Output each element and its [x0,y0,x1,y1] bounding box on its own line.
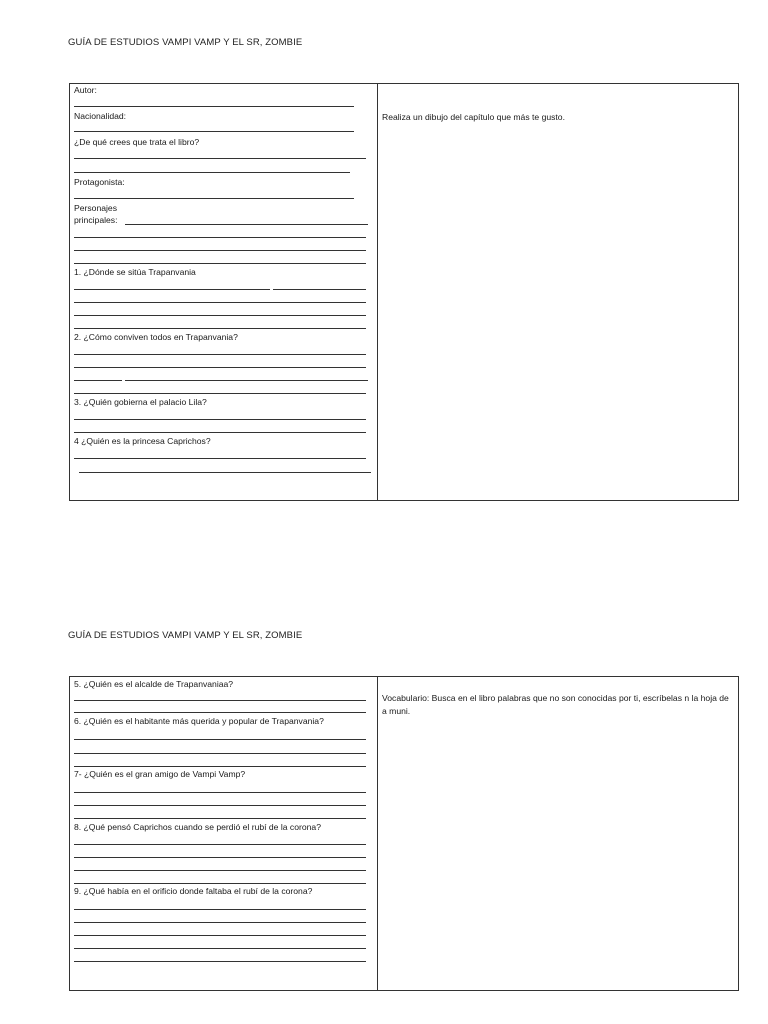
drawing-area[interactable] [378,129,738,499]
question-3: 3. ¿Quién gobierna el palacio Lila? [74,397,207,407]
q6-answer-line[interactable] [74,766,366,767]
protagonista-answer-line[interactable] [74,198,354,199]
q2-answer-line[interactable] [125,380,368,381]
question-1: 1. ¿Dónde se sitúa Trapanvania [74,267,196,277]
q4-answer-line[interactable] [79,472,371,473]
trata-answer-line[interactable] [74,172,350,173]
q8-answer-line[interactable] [74,883,366,884]
vocabulary-instruction: Vocabulario: Busca en el libro palabras que no son conocidas por ti, escríbelas n la hoja de a muni. [382,693,729,716]
q9-answer-line[interactable] [74,948,366,949]
trata-answer-line[interactable] [74,158,366,159]
q2-answer-line[interactable] [74,380,122,381]
q5-answer-line[interactable] [74,700,366,701]
q3-answer-line[interactable] [74,432,366,433]
personajes-answer-line[interactable] [125,224,368,225]
q2-answer-line[interactable] [74,367,366,368]
page1-heading: GUÍA DE ESTUDIOS VAMPI VAMP Y EL SR, ZOMBIE [68,37,303,48]
drawing-instruction: Realiza un dibujo del capítulo que más te gusto. [382,112,565,122]
page2-heading: GUÍA DE ESTUDIOS VAMPI VAMP Y EL SR, ZOMBIE [68,630,303,641]
personajes-answer-line[interactable] [74,263,366,264]
q1-answer-line[interactable] [273,289,366,290]
q1-answer-line[interactable] [74,328,366,329]
question-9: 9. ¿Qué había en el orificio donde faltaba el rubí de la corona? [74,886,313,896]
q1-answer-line[interactable] [74,315,366,316]
q7-answer-line[interactable] [74,805,366,806]
q9-answer-line[interactable] [74,935,366,936]
q5-answer-line[interactable] [74,712,366,713]
nacionalidad-label: Nacionalidad: [74,111,127,121]
q7-answer-line[interactable] [74,792,366,793]
q1-answer-line[interactable] [74,302,366,303]
protagonista-label: Protagonista: [74,177,125,187]
nacionalidad-answer-line[interactable] [74,131,354,132]
q3-answer-line[interactable] [74,419,366,420]
autor-label: Autor: [74,85,97,95]
q9-answer-line[interactable] [74,909,366,910]
q8-answer-line[interactable] [74,844,366,845]
q8-answer-line[interactable] [74,857,366,858]
q9-answer-line[interactable] [74,961,366,962]
q4-answer-line[interactable] [74,458,366,459]
q2-answer-line[interactable] [74,354,366,355]
q1-answer-line[interactable] [74,289,270,290]
q9-answer-line[interactable] [74,922,366,923]
question-4: 4 ¿Quién es la princesa Caprichos? [74,436,211,446]
principales-label: principales: [74,215,118,225]
question-8: 8. ¿Qué pensó Caprichos cuando se perdió el rubí de la corona? [74,822,321,832]
question-7: 7- ¿Quién es el gran amigo de Vampi Vamp? [74,769,246,779]
q6-answer-line[interactable] [74,739,366,740]
q6-answer-line[interactable] [74,753,366,754]
personajes-answer-line[interactable] [74,250,366,251]
q7-answer-line[interactable] [74,818,366,819]
personajes-label: Personajes [74,203,117,213]
page1-worksheet-table [69,83,739,501]
question-6: 6. ¿Quién es el habitante más querida y popular de Trapanvania? [74,716,324,726]
page2-worksheet-table [69,676,739,991]
personajes-answer-line[interactable] [74,237,366,238]
question-5: 5. ¿Quién es el alcalde de Trapanvaniaa? [74,679,234,689]
question-2: 2. ¿Cómo conviven todos en Trapanvania? [74,332,238,342]
q8-answer-line[interactable] [74,870,366,871]
q2-answer-line[interactable] [74,393,366,394]
autor-answer-line[interactable] [74,106,354,107]
trata-question: ¿De qué crees que trata el libro? [74,137,200,147]
vocabulary-area[interactable] [378,722,738,987]
